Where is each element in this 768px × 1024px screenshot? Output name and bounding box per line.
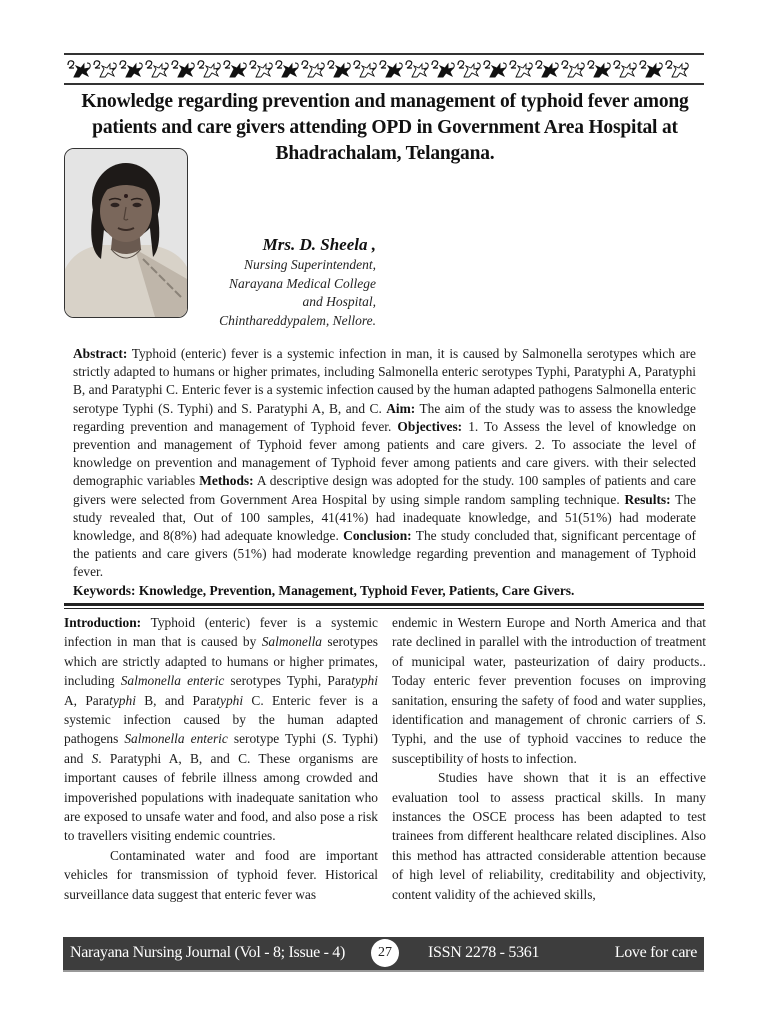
abstract <box>73 345 696 600</box>
floral-motif-icon <box>406 61 428 77</box>
text-run-italic: Salmonella enteric <box>120 673 225 689</box>
author-location: Chinthareddypalem, Nellore. <box>219 312 376 328</box>
text-run: serotype Typhi ( <box>227 731 327 747</box>
floral-motif-icon <box>510 61 532 77</box>
floral-vine-ornament-icon <box>64 58 704 78</box>
text-run: C. Enteric fever is a systemic infection caused by the human adapted pathogens <box>64 692 378 747</box>
conclusion-text: The study concluded that, significant percentage of the patients and care givers (51%) had moderate knowledge regarding prevention and management of Typhoid fever. <box>73 528 696 580</box>
floral-motif-icon <box>484 61 506 77</box>
text-run: Typhoid (enteric) fever is a systemic infection in man that is caused by <box>64 615 378 650</box>
floral-motif-icon <box>380 61 402 77</box>
text-run: serotypes which are strictly adapted to humans or higher primates, including <box>64 634 378 689</box>
floral-motif-icon <box>536 61 558 77</box>
text-run-italic: Salmonella enteric <box>124 731 228 747</box>
text-run-italic: S <box>695 712 703 728</box>
text-run: endemic in Western Europe and North America and that rate declined in parallel with the introduction of treatment of municipal water, pasteurization of dairy products.. Today enteric fever prevention focuses on improving sanitation, ensuring the safety of food and water supplies, identification and management of chronic carriers of <box>392 615 706 728</box>
text-run-italic: typhi <box>109 692 136 708</box>
floral-motif-icon <box>614 61 636 77</box>
text-run-italic: typhi <box>351 673 378 689</box>
page-footer <box>63 937 704 972</box>
author-block <box>219 234 376 330</box>
floral-motif-icon <box>432 61 454 77</box>
author-designation: Nursing Superintendent, <box>244 257 376 272</box>
floral-motif-icon <box>146 61 168 77</box>
body-column-right <box>392 613 706 904</box>
floral-motif-icon <box>302 61 324 77</box>
conclusion-label: Conclusion: <box>343 528 412 544</box>
introduction-label: Introduction: <box>64 615 142 630</box>
text-run-italic: Salmonella <box>261 634 322 650</box>
methods-text: A descriptive design was adopted for the study. 100 samples of patients and care givers were selected from Government Area Hospital by using simple random sampling technique. <box>73 473 696 507</box>
intro-paragraph <box>64 613 378 846</box>
abstract-label: Abstract: <box>73 346 128 361</box>
floral-motif-icon <box>250 61 272 77</box>
text-run: . Typhi, and the use of typhoid vaccines to reduce the susceptibility of hosts to infection. <box>392 712 706 766</box>
journal-name: Narayana Nursing Journal (Vol - 8; Issue - 4) <box>70 944 346 961</box>
aim-text: The aim of the study was to assess the knowledge regarding prevention and management of Typhoid fever. <box>73 400 696 434</box>
article-title: Knowledge regarding prevention and management of typhoid fever among patients and care givers attending OPD in Government Area Hospital at Bhadrachalam, Telangana. <box>81 91 689 164</box>
text-run: B, and Para <box>135 692 217 708</box>
abstract-text: Typhoid (enteric) fever is a systemic infection in man, it is caused by Salmonella serotypes which are strictly adapted to humans or higher primates, including Salmonella enteric serotypes Typhi, Paratyphi A, Paratyphi B, and Paratyphi C. Enteric fever is a systemic infection caused by the human adapted pathogens Salmonella enteric serotype Typhi (S. Typhi) and S. Paratyphi A, B, and C. <box>73 346 696 416</box>
floral-motif-icon <box>354 61 376 77</box>
floral-motif-icon <box>458 61 480 77</box>
text-run: . Paratyphi A, B, and C. These organisms are important causes of febrile illness among crowded and impoverished populations with inadequate sanitation who are exposed to unsafe water and food, and also pose a risk to travellers visiting endemic countries. <box>64 750 378 844</box>
body-paragraph <box>392 613 706 768</box>
text-run-italic: typhi <box>216 692 244 708</box>
body-paragraph: Studies have shown that it is an effective evaluation tool to assess practical skills. In many instances the OSCE process has been adapted to test trainees from different healthcare related disciplines. Also this method has attracted considerable attention because of high level of reliability, creditability and objectivity, content validity of the achieved skills, <box>392 770 706 902</box>
floral-motif-icon <box>666 61 688 77</box>
floral-motif-icon <box>172 61 194 77</box>
objectives-text: 1. To Assess the level of knowledge on prevention and management of Typhoid fever among patients and care givers. 2. To associate the level of knowledge on prevention and management of Typhoid fever among patients and care givers. with their selected demographic variables <box>73 418 696 489</box>
page-number-badge: 27 <box>371 939 399 967</box>
text-run: A, Para <box>64 692 110 708</box>
floral-motif-icon <box>94 61 116 77</box>
results-label: Results: <box>624 491 671 507</box>
text-run-italic: S <box>91 750 99 766</box>
floral-motif-icon <box>640 61 662 77</box>
journal-tagline: Love for care <box>614 944 697 961</box>
results-text: The study revealed that, Out of 100 samples, 41(41%) had inadequate knowledge, and 51(51%) had moderate knowledge, and 8(8%) had adequate knowledge. <box>73 491 696 544</box>
text-run-italic: S <box>326 731 334 747</box>
ornamental-border <box>64 53 704 85</box>
author-affiliation-cont: and Hospital, <box>302 294 376 309</box>
author-name: Mrs. D. Sheela , <box>262 235 376 254</box>
floral-motif-icon <box>198 61 220 77</box>
text-run: serotypes Typhi, Para <box>224 673 352 689</box>
author-affiliation: Narayana Medical College <box>229 275 376 291</box>
issn-number: ISSN 2278 - 5361 <box>428 944 540 961</box>
objectives-label: Objectives: <box>397 418 463 434</box>
text-run: . Typhi) and <box>64 731 378 766</box>
floral-motif-icon <box>120 61 142 77</box>
body-column-left <box>64 613 378 904</box>
aim-label: Aim: <box>386 400 416 416</box>
floral-motif-icon <box>224 61 246 77</box>
author-portrait-icon <box>65 149 187 317</box>
section-divider <box>64 603 704 609</box>
body-paragraph: Contaminated water and food are important vehicles for transmission of typhoid fever. Historical surveillance data suggest that enteric fever was <box>64 847 378 902</box>
floral-motif-icon <box>276 61 298 77</box>
author-photo <box>64 148 188 318</box>
floral-motif-icon <box>562 61 584 77</box>
floral-motif-icon <box>328 61 350 77</box>
methods-label: Methods: <box>199 473 254 489</box>
keywords: Keywords: Knowledge, Prevention, Management, Typhoid Fever, Patients, Care Givers. <box>73 582 575 598</box>
floral-motif-icon <box>68 61 90 77</box>
floral-motif-icon <box>588 61 610 77</box>
